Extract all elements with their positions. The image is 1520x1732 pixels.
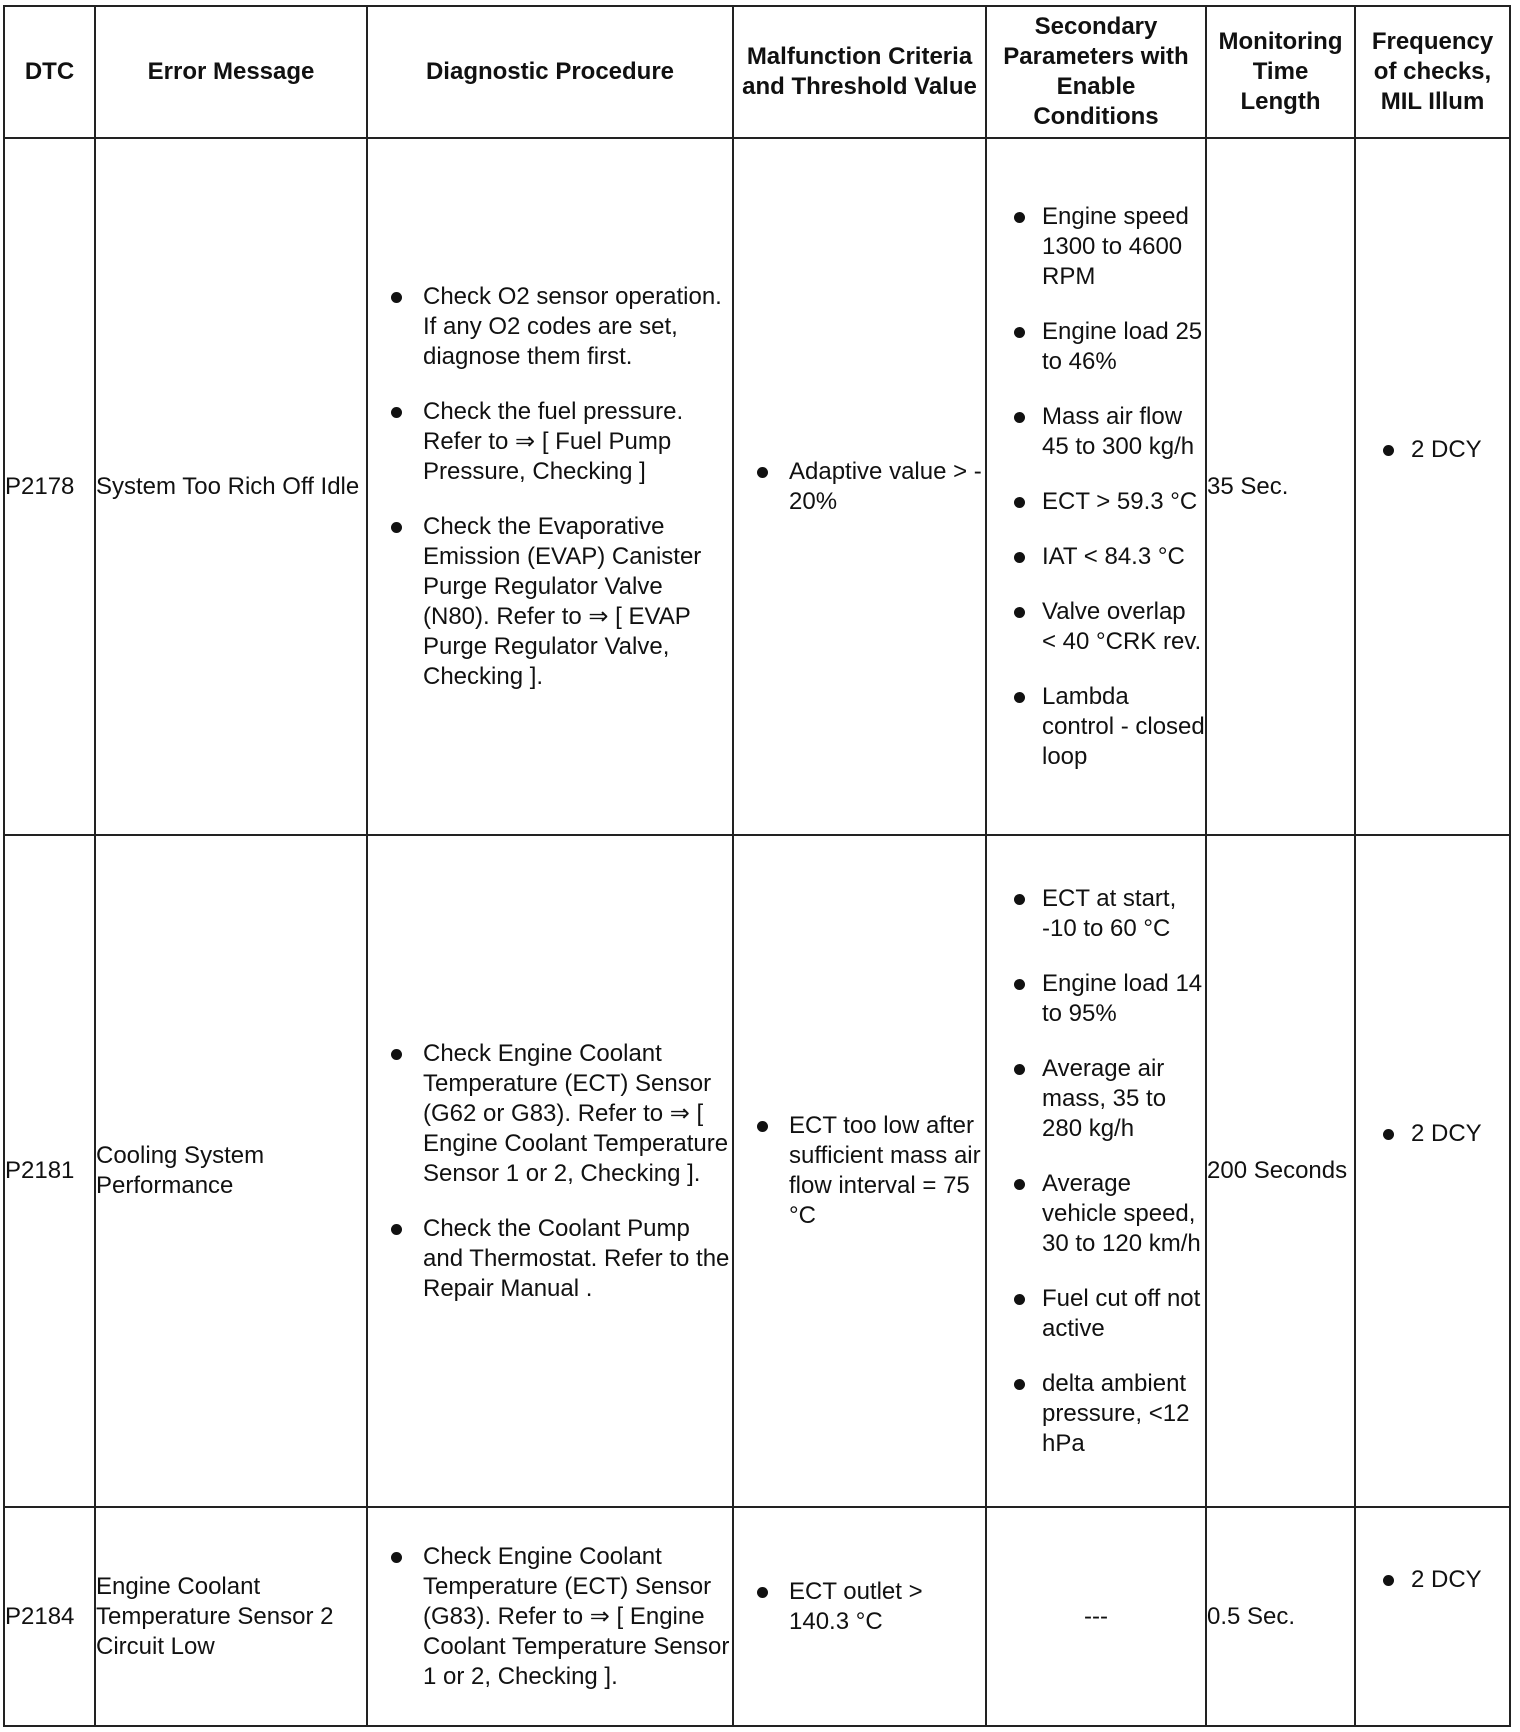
- table-row: [4, 835, 1510, 1507]
- procedure-step: Check the Evaporative Emission (EVAP) Canister Purge Regulator Valve (N80). Refer to ⇒ [ EVAP Purge Regulator Valve, Checking ].: [368, 512, 732, 692]
- malfunction-criteria: [733, 1507, 986, 1726]
- procedure-step: Check Engine Coolant Temperature (ECT) Sensor (G62 or G83). Refer to ⇒ [ Engine Coolant Temperature Sensor 1 or 2, Checking ].: [368, 1039, 732, 1189]
- header-row: [4, 6, 1510, 138]
- dtc-code: P2178: [4, 138, 95, 835]
- header-dtc: DTC: [4, 6, 95, 138]
- secondary-item: Average air mass, 35 to 280 kg/h: [987, 1054, 1205, 1144]
- diagnostic-procedure: [367, 138, 733, 835]
- secondary-parameters: [986, 138, 1206, 835]
- error-message: Cooling System Performance: [95, 835, 367, 1507]
- secondary-item: IAT < 84.3 °C: [987, 542, 1205, 572]
- malfunction-criteria: [733, 138, 986, 835]
- secondary-item: ECT > 59.3 °C: [987, 487, 1205, 517]
- frequency-cell: [1355, 835, 1510, 1507]
- monitoring-time: 35 Sec.: [1206, 138, 1355, 835]
- secondary-item: Mass air flow 45 to 300 kg/h: [987, 402, 1205, 462]
- secondary-item: Fuel cut off not active: [987, 1284, 1205, 1344]
- malfunction-list: [734, 457, 985, 517]
- error-message: Engine Coolant Temperature Sensor 2 Circuit Low: [95, 1507, 367, 1726]
- monitoring-time: 0.5 Sec.: [1206, 1507, 1355, 1726]
- procedure-step: Check the Coolant Pump and Thermostat. Refer to the Repair Manual .: [368, 1214, 732, 1304]
- procedure-list: [368, 1542, 732, 1692]
- secondary-item: delta ambient pressure, <12 hPa: [987, 1369, 1205, 1459]
- header-diagnostic-procedure: Diagnostic Procedure: [367, 6, 733, 138]
- header-malfunction-criteria: Malfunction Criteria and Threshold Value: [733, 6, 986, 138]
- malfunction-item: Adaptive value > - 20%: [734, 457, 985, 517]
- header-error-message: Error Message: [95, 6, 367, 138]
- procedure-list: [368, 1039, 732, 1304]
- procedure-step: Check the fuel pressure. Refer to ⇒ [ Fuel Pump Pressure, Checking ]: [368, 397, 732, 487]
- secondary-parameters: ---: [986, 1507, 1206, 1726]
- dtc-code: P2181: [4, 835, 95, 1507]
- frequency-list: [1356, 435, 1509, 465]
- diagnostic-procedure: [367, 1507, 733, 1726]
- malfunction-item: ECT too low after sufficient mass air flow interval = 75 °C: [734, 1111, 985, 1231]
- frequency-list: [1356, 1565, 1509, 1595]
- secondary-parameters: [986, 835, 1206, 1507]
- secondary-item: Engine load 25 to 46%: [987, 317, 1205, 377]
- frequency-cell: [1355, 138, 1510, 835]
- error-message: System Too Rich Off Idle: [95, 138, 367, 835]
- procedure-list: [368, 282, 732, 692]
- header-monitoring-time: Monitoring Time Length: [1206, 6, 1355, 138]
- secondary-list: [987, 202, 1205, 772]
- secondary-item: Engine load 14 to 95%: [987, 969, 1205, 1029]
- dtc-code: P2184: [4, 1507, 95, 1726]
- header-frequency: Frequency of checks, MIL Illum: [1355, 6, 1510, 138]
- frequency-item: 2 DCY: [1356, 435, 1509, 465]
- diagnostic-procedure: [367, 835, 733, 1507]
- secondary-item: ECT at start, -10 to 60 °C: [987, 884, 1205, 944]
- header-secondary-parameters: Secondary Parameters with Enable Conditions: [986, 6, 1206, 138]
- dtc-table: [3, 5, 1511, 1727]
- malfunction-item: ECT outlet > 140.3 °C: [734, 1577, 985, 1637]
- frequency-item: 2 DCY: [1356, 1119, 1509, 1149]
- secondary-item: Valve overlap < 40 °CRK rev.: [987, 597, 1205, 657]
- monitoring-time: 200 Seconds: [1206, 835, 1355, 1507]
- malfunction-list: [734, 1577, 985, 1637]
- procedure-step: Check Engine Coolant Temperature (ECT) Sensor (G83). Refer to ⇒ [ Engine Coolant Temperature Sensor 1 or 2, Checking ].: [368, 1542, 732, 1692]
- secondary-list: [987, 884, 1205, 1459]
- malfunction-list: [734, 1111, 985, 1231]
- frequency-item: 2 DCY: [1356, 1565, 1509, 1595]
- frequency-list: [1356, 1119, 1509, 1149]
- secondary-item: Average vehicle speed, 30 to 120 km/h: [987, 1169, 1205, 1259]
- table-row: [4, 1507, 1510, 1726]
- secondary-item: Engine speed 1300 to 4600 RPM: [987, 202, 1205, 292]
- table-row: [4, 138, 1510, 835]
- procedure-step: Check O2 sensor operation. If any O2 codes are set, diagnose them first.: [368, 282, 732, 372]
- frequency-cell: [1355, 1507, 1510, 1726]
- secondary-item: Lambda control - closed loop: [987, 682, 1205, 772]
- malfunction-criteria: [733, 835, 986, 1507]
